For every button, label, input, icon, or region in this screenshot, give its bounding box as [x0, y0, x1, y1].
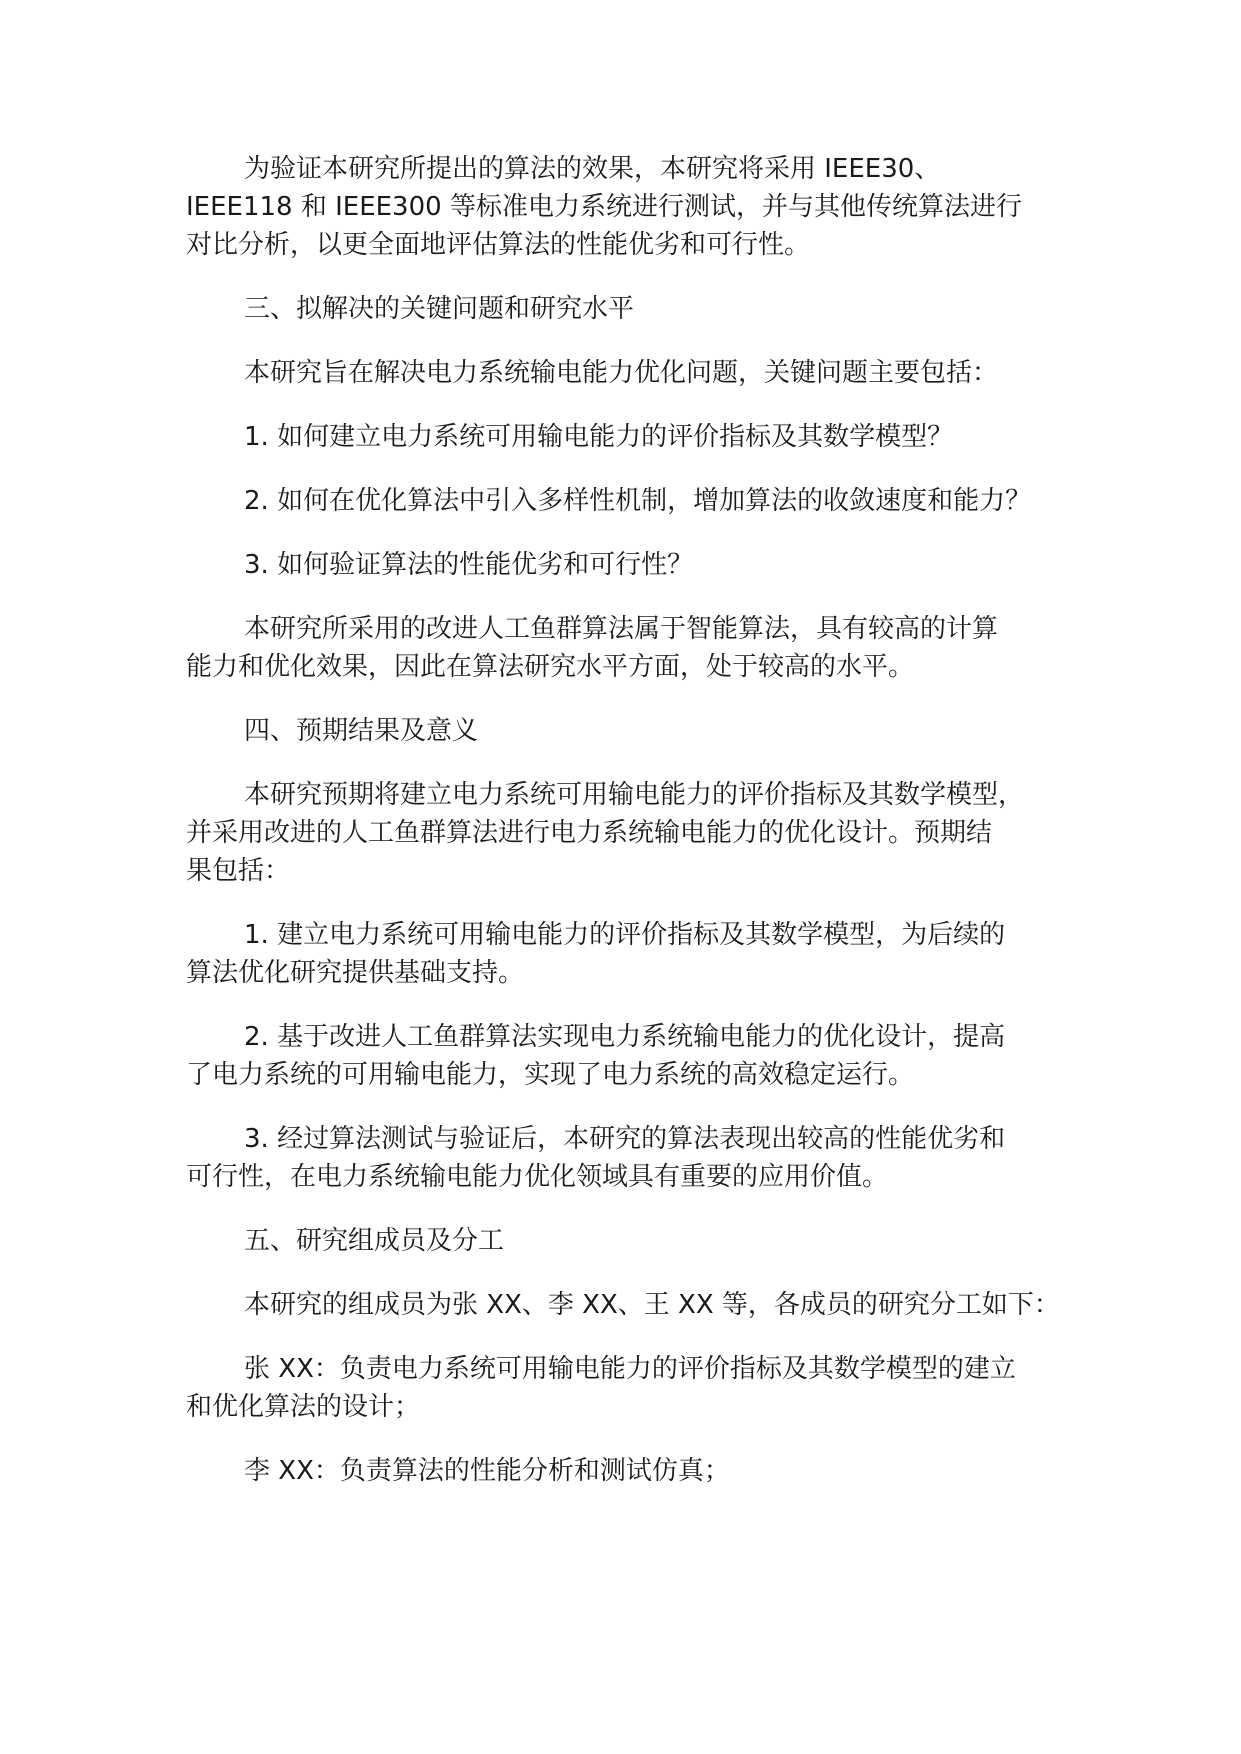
- section-heading-team: [186, 1222, 1086, 1260]
- text-line: 本研究所采用的改进人工鱼群算法属于智能算法，具有较高的计算: [244, 614, 999, 644]
- list-item-result-3: [186, 1120, 1086, 1196]
- text-line: 1. 如何建立电力系统可用输电能力的评价指标及其数学模型？: [244, 422, 954, 452]
- text-line: IEEE118 和 IEEE300 等标准电力系统进行测试，并与其他传统算法进行: [186, 192, 1022, 222]
- list-item-question-2: [186, 482, 1086, 520]
- text-line: 为验证本研究所提出的算法的效果，本研究将采用 IEEE30、: [244, 154, 941, 184]
- text-line: 李 XX：负责算法的性能分析和测试仿真；: [244, 1456, 730, 1486]
- team-member-li: [186, 1452, 1086, 1490]
- text-line: 本研究的组成员为张 XX、李 XX、王 XX 等，各成员的研究分工如下：: [244, 1290, 1060, 1320]
- list-item-question-1: [186, 418, 1086, 456]
- document-body: [186, 150, 1086, 1516]
- section-heading-key-problems: [186, 290, 1086, 328]
- text-line: 对比分析，以更全面地评估算法的性能优劣和可行性。: [186, 230, 811, 260]
- section-heading-expected-results: [186, 712, 1086, 750]
- text-line: 1. 建立电力系统可用输电能力的评价指标及其数学模型，为后续的: [244, 920, 1006, 950]
- list-item-result-2: [186, 1018, 1086, 1094]
- heading-text: 五、研究组成员及分工: [244, 1226, 505, 1256]
- text-line: 本研究旨在解决电力系统输电能力优化问题，关键问题主要包括：: [244, 358, 999, 388]
- team-member-zhang: [186, 1350, 1086, 1426]
- text-line: 可行性，在电力系统输电能力优化领域具有重要的应用价值。: [186, 1162, 889, 1192]
- text-line: 和优化算法的设计；: [186, 1392, 421, 1422]
- text-line: 本研究预期将建立电力系统可用输电能力的评价指标及其数学模型，: [244, 780, 1025, 810]
- text-line: 果包括：: [186, 856, 291, 886]
- list-item-question-3: [186, 546, 1086, 584]
- paragraph-expected-results-intro: [186, 776, 1086, 890]
- paragraph-research-level: [186, 610, 1086, 686]
- text-line: 并采用改进的人工鱼群算法进行电力系统输电能力的优化设计。预期结: [186, 818, 993, 848]
- list-item-result-1: [186, 916, 1086, 992]
- heading-text: 四、预期结果及意义: [244, 716, 479, 746]
- text-line: 能力和优化效果，因此在算法研究水平方面，处于较高的水平。: [186, 652, 915, 682]
- text-line: 3. 经过算法测试与验证后，本研究的算法表现出较高的性能优劣和: [244, 1124, 1006, 1154]
- text-line: 3. 如何验证算法的性能优劣和可行性？: [244, 550, 694, 580]
- paragraph-test-systems: [186, 150, 1086, 264]
- heading-text: 三、拟解决的关键问题和研究水平: [244, 294, 635, 324]
- text-line: 张 XX：负责电力系统可用输电能力的评价指标及其数学模型的建立: [244, 1354, 1016, 1384]
- paragraph-key-problems-intro: [186, 354, 1086, 392]
- text-line: 算法优化研究提供基础支持。: [186, 958, 525, 988]
- text-line: 了电力系统的可用输电能力，实现了电力系统的高效稳定运行。: [186, 1060, 915, 1090]
- text-line: 2. 如何在优化算法中引入多样性机制，增加算法的收敛速度和能力？: [244, 486, 1032, 516]
- text-line: 2. 基于改进人工鱼群算法实现电力系统输电能力的优化设计，提高: [244, 1022, 1006, 1052]
- paragraph-team-intro: [186, 1286, 1086, 1324]
